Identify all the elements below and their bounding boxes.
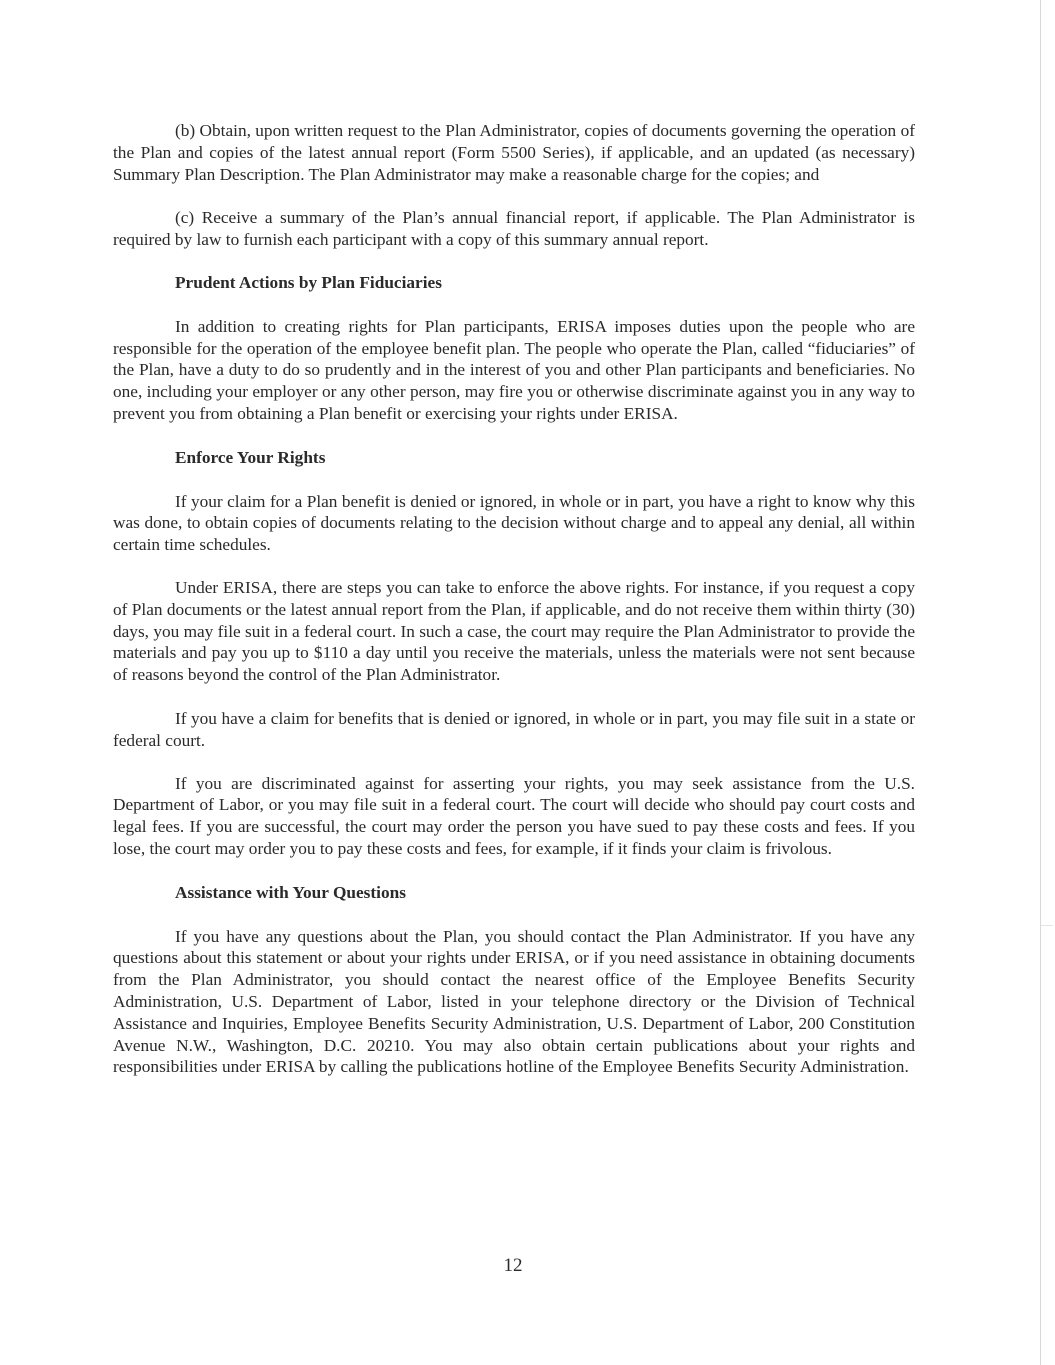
heading-enforce-rights: Enforce Your Rights (175, 447, 326, 467)
paragraph-enforce-3: If you have a claim for benefits that is denied or ignored, in whole or in part, you may file suit in a state or federal court. (113, 708, 915, 750)
paragraph-enforce-2: Under ERISA, there are steps you can take to enforce the above rights. For instance, if you request a copy of Plan documents or the latest annual report from the Plan, if applicable, and do not receive them within thirty (30) days, you may file suit in a federal court. In such a case, the court may require the Plan Administrator to provide the materials and pay you up to $110 a day until you receive the materials, unless the materials were not sent because of reasons beyond the control of the Plan Administrator. (113, 577, 915, 685)
paragraph-prudent-actions: In addition to creating rights for Plan participants, ERISA imposes duties upon the people who are responsible for the operation of the employee benefit plan. The people who operate the Plan, called “fiduciaries” of the Plan, have a duty to do so prudently and in the interest of you and other Plan participants and beneficiaries. No one, including your employer or any other person, may fire you or otherwise discriminate against you in any way to prevent you from obtaining a Plan benefit or exercising your rights under ERISA. (113, 316, 915, 423)
page-body (113, 120, 915, 1078)
paragraph-c: (c) Receive a summary of the Plan’s annual financial report, if applicable. The Plan Administrator is required by law to furnish each participant with a copy of this summary annual report. (113, 208, 915, 250)
paragraph-assistance: If you have any questions about the Plan, you should contact the Plan Administrator. If you have any questions about this statement or about your rights under ERISA, or if you need assistance in obtaining documents from the Plan Administrator, you should contact the nearest office of the Employee Benefits Security Administration, U.S. Department of Labor, listed in your telephone directory or the Division of Technical Assistance and Inquiries, Employee Benefits Security Administration, U.S. Department of Labor, 200 Constitution Avenue N.W., Washington, D.C. 20210. You may also obtain certain publications about your rights and responsibilities under ERISA by calling the publications hotline of the Employee Benefits Security Administration. (113, 926, 915, 1077)
heading-assistance-questions: Assistance with Your Questions (175, 882, 406, 902)
scan-edge-tick (1041, 925, 1053, 926)
scan-edge-line (1040, 0, 1041, 1365)
paragraph-enforce-4: If you are discriminated against for asserting your rights, you may seek assistance from the U.S. Department of Labor, or you may file suit in a federal court. The court will decide who should pay court costs and legal fees. If you are successful, the court may order the person you have sued to pay these costs and fees. If you lose, the court may order you to pay these costs and fees, for example, if it finds your claim is frivolous. (113, 773, 915, 858)
paragraph-enforce-1: If your claim for a Plan benefit is denied or ignored, in whole or in part, you have a right to know why this was done, to obtain copies of documents relating to the decision without charge and to appeal any denial, all within certain time schedules. (113, 491, 915, 555)
page-number: 12 (503, 1255, 523, 1276)
paragraph-b: (b) Obtain, upon written request to the Plan Administrator, copies of documents governing the operation of the Plan and copies of the latest annual report (Form 5500 Series), if applicable, and an updated (as necessary) Summary Plan Description. The Plan Administrator may make a reasonable charge for the copies; and (113, 121, 915, 184)
heading-prudent-actions: Prudent Actions by Plan Fiduciaries (175, 272, 442, 292)
